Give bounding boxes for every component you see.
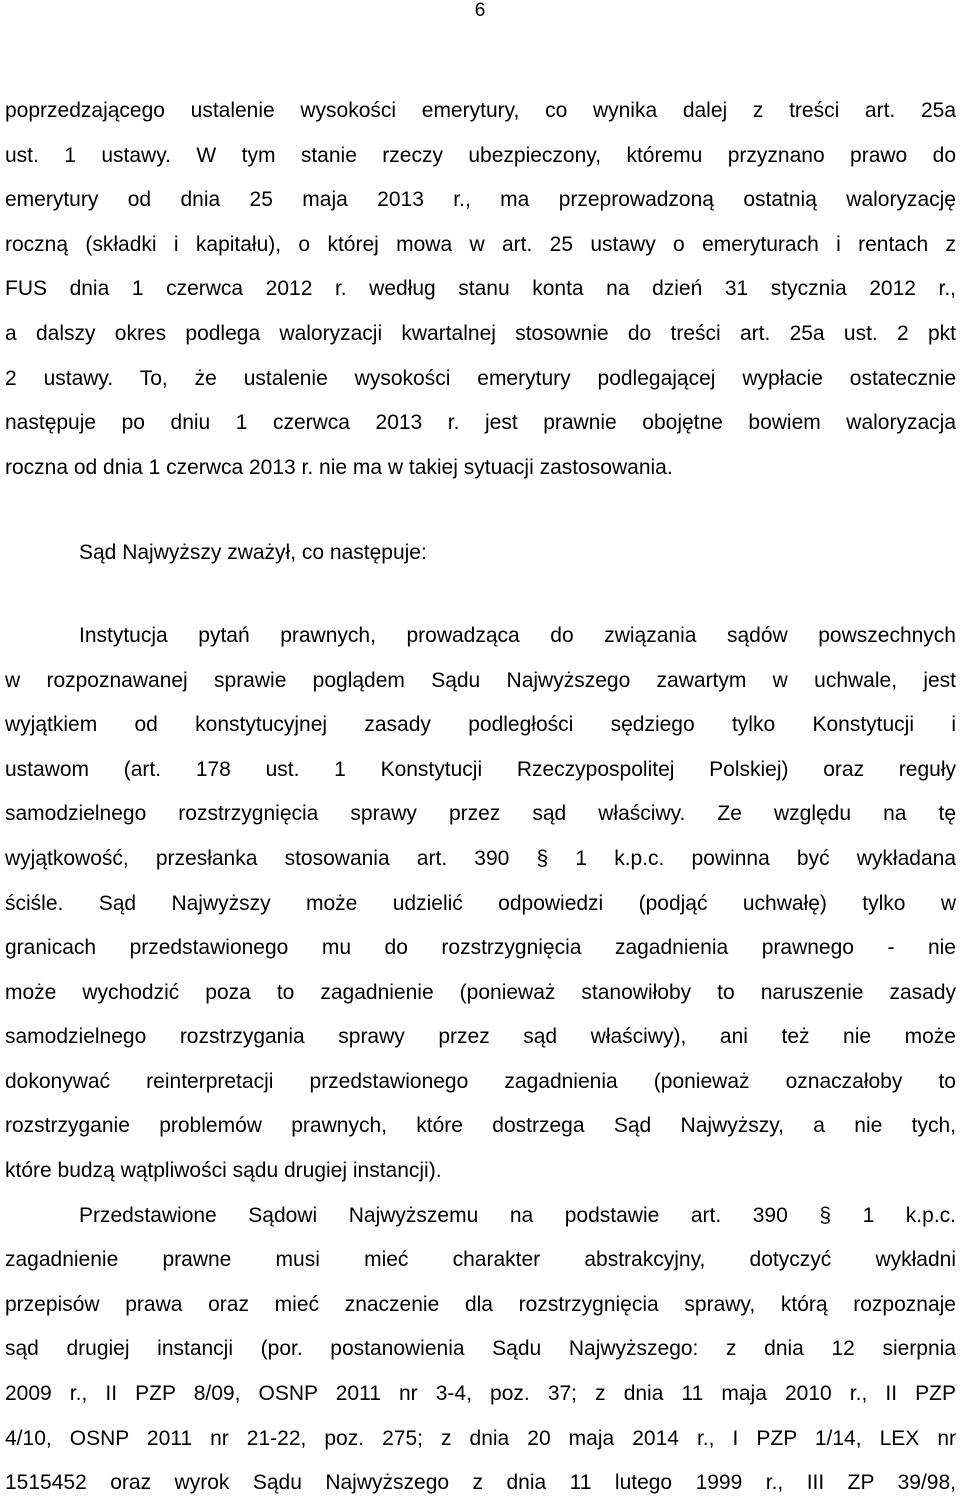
text-line: wyjątkowość, przesłanka stosowania art. 390 § 1 k.p.c. powinna być wykładana bbox=[5, 846, 956, 870]
paragraph-3 bbox=[5, 1194, 956, 1506]
text-line: zagadnienie prawne musi mieć charakter abstrakcyjny, dotyczyć wykładni bbox=[5, 1248, 956, 1272]
text-line: Przedstawione Sądowi Najwyższemu na podstawie art. 390 § 1 k.p.c. bbox=[79, 1203, 956, 1227]
text-line: dokonywać reinterpretacji przedstawionego zagadnienia (ponieważ oznaczałoby to bbox=[5, 1069, 956, 1093]
section-heading bbox=[5, 531, 956, 576]
text-line: roczna od dnia 1 czerwca 2013 r. nie ma w takiej sytuacji zastosowania. bbox=[5, 455, 673, 479]
text-line: roczną (składki i kapitału), o której mowa w art. 25 ustawy o emeryturach i rentach z bbox=[5, 232, 956, 256]
text-line: może wychodzić poza to zagadnienie (ponieważ stanowiłoby to naruszenie zasady bbox=[5, 980, 956, 1004]
text-line: ust. 1 ustawy. W tym stanie rzeczy ubezpieczony, któremu przyznano prawo do bbox=[5, 143, 956, 167]
text-line: FUS dnia 1 czerwca 2012 r. według stanu konta na dzień 31 stycznia 2012 r., bbox=[5, 277, 956, 301]
paragraph-2 bbox=[5, 614, 956, 1194]
page-number: 6 bbox=[474, 0, 486, 21]
heading-line: Sąd Najwyższy zważył, co następuje: bbox=[79, 541, 427, 565]
text-line: 2 ustawy. To, że ustalenie wysokości emerytury podlegającej wypłacie ostatecznie bbox=[5, 366, 956, 390]
text-line: 2009 r., II PZP 8/09, OSNP 2011 nr 3-4, poz. 37; z dnia 11 maja 2010 r., II PZP bbox=[5, 1382, 956, 1406]
text-line: samodzielnego rozstrzygania sprawy przez sąd właściwy), ani też nie może bbox=[5, 1025, 956, 1049]
text-line: 1515452 oraz wyrok Sądu Najwyższego z dnia 11 lutego 1999 r., III ZP 39/98, bbox=[5, 1471, 956, 1495]
paragraph-1 bbox=[5, 89, 956, 490]
text-line: emerytury od dnia 25 maja 2013 r., ma przeprowadzoną ostatnią waloryzację bbox=[5, 188, 956, 212]
text-line: samodzielnego rozstrzygnięcia sprawy przez sąd właściwy. Ze względu na tę bbox=[5, 802, 956, 826]
text-line: sąd drugiej instancji (por. postanowienia Sądu Najwyższego: z dnia 12 sierpnia bbox=[5, 1337, 956, 1361]
text-line: ustawom (art. 178 ust. 1 Konstytucji Rzeczypospolitej Polskiej) oraz reguły bbox=[5, 757, 956, 781]
text-line: które budzą wątpliwości sądu drugiej instancji). bbox=[5, 1159, 442, 1183]
text-line: 4/10, OSNP 2011 nr 21-22, poz. 275; z dnia 20 maja 2014 r., I PZP 1/14, LEX nr bbox=[5, 1426, 956, 1450]
text-line: poprzedzającego ustalenie wysokości emerytury, co wynika dalej z treści art. 25a bbox=[5, 99, 956, 122]
text-line: wyjątkiem od konstytucyjnej zasady podległości sędziego tylko Konstytucji i bbox=[5, 713, 956, 737]
text-line: ściśle. Sąd Najwyższy może udzielić odpowiedzi (podjąć uchwałę) tylko w bbox=[5, 891, 956, 915]
text-line: Instytucja pytań prawnych, prowadząca do związania sądów powszechnych bbox=[79, 623, 956, 647]
text-line: rozstrzyganie problemów prawnych, które dostrzega Sąd Najwyższy, a nie tych, bbox=[5, 1114, 956, 1138]
text-line: następuje po dniu 1 czerwca 2013 r. jest prawnie obojętne bowiem waloryzacja bbox=[5, 411, 956, 435]
text-line: w rozpoznawanej sprawie poglądem Sądu Najwyższego zawartym w uchwale, jest bbox=[5, 668, 956, 692]
text-line: przepisów prawa oraz mieć znaczenie dla rozstrzygnięcia sprawy, którą rozpoznaje bbox=[5, 1292, 956, 1316]
text-line: a dalszy okres podlega waloryzacji kwartalnej stosownie do treści art. 25a ust. 2 pkt bbox=[5, 321, 956, 345]
text-line: granicach przedstawionego mu do rozstrzygnięcia zagadnienia prawnego - nie bbox=[5, 936, 956, 960]
document-body bbox=[5, 89, 956, 1506]
